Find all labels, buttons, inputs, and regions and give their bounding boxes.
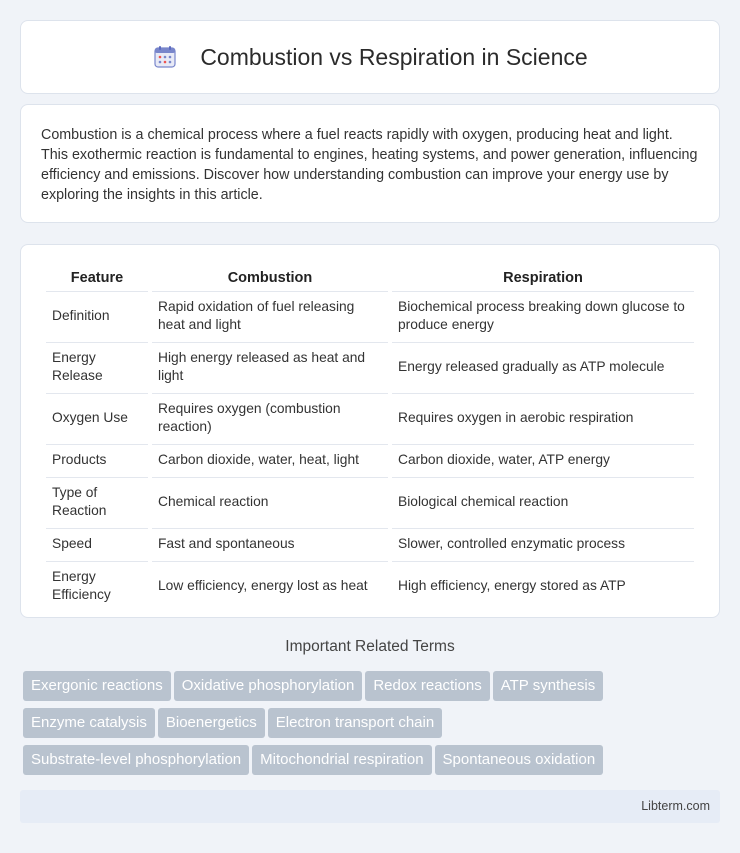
table-row xyxy=(46,477,694,526)
table-cell-combustion: Requires oxygen (combustion reaction) xyxy=(152,393,388,442)
footer xyxy=(20,790,720,823)
table-cell-combustion: Fast and spontaneous xyxy=(152,528,388,559)
table-cell-feature: Definition xyxy=(46,291,148,340)
table-cell-respiration: Biological chemical reaction xyxy=(392,477,694,526)
calendar-icon xyxy=(152,44,178,70)
related-term-tag[interactable]: Oxidative phosphorylation xyxy=(174,671,363,701)
table-cell-respiration: Energy released gradually as ATP molecule xyxy=(392,342,694,391)
related-term-tag[interactable]: Exergonic reactions xyxy=(23,671,171,701)
column-header-respiration: Respiration xyxy=(503,270,583,286)
table-cell-feature: Type of Reaction xyxy=(46,477,148,526)
table-row xyxy=(46,291,694,340)
table-cell-respiration: Biochemical process breaking down glucose to produce energy xyxy=(392,291,694,340)
related-terms-title: Important Related Terms xyxy=(285,638,455,655)
table-cell-feature: Products xyxy=(46,444,148,475)
related-term-tag[interactable]: Redox reactions xyxy=(365,671,489,701)
comparison-table xyxy=(42,263,698,612)
table-cell-respiration: Requires oxygen in aerobic respiration xyxy=(392,393,694,442)
related-terms-list xyxy=(23,671,723,782)
table-cell-feature: Energy Efficiency xyxy=(46,561,148,610)
related-term-tag[interactable]: Bioenergetics xyxy=(158,708,265,738)
table-row xyxy=(46,528,694,559)
table-cell-feature: Energy Release xyxy=(46,342,148,391)
table-cell-feature: Speed xyxy=(46,528,148,559)
header-card xyxy=(20,20,720,94)
related-term-tag[interactable]: Enzyme catalysis xyxy=(23,708,155,738)
table-cell-combustion: Rapid oxidation of fuel releasing heat and light xyxy=(152,291,388,340)
table-cell-respiration: Slower, controlled enzymatic process xyxy=(392,528,694,559)
table-row xyxy=(46,342,694,391)
table-row xyxy=(46,444,694,475)
related-term-tag[interactable]: Mitochondrial respiration xyxy=(252,745,431,775)
comparison-table-card xyxy=(20,244,720,618)
table-cell-combustion: Carbon dioxide, water, heat, light xyxy=(152,444,388,475)
footer-link[interactable]: Libterm.com xyxy=(641,799,710,813)
table-row xyxy=(46,393,694,442)
related-term-tag[interactable]: Substrate-level phosphorylation xyxy=(23,745,249,775)
intro-card xyxy=(20,104,720,223)
column-header-combustion: Combustion xyxy=(227,270,313,286)
intro-text: Combustion is a chemical process where a fuel reacts rapidly with oxygen, producing heat and light. This exothermic reaction is fundamental to engines, heating systems, and power generation, influencing efficiency and emissions. Discover how understanding combustion can improve your energy use by exploring the insights in this article. xyxy=(41,127,698,203)
table-cell-respiration: High efficiency, energy stored as ATP xyxy=(392,561,694,610)
related-term-tag[interactable]: Spontaneous oxidation xyxy=(435,745,604,775)
table-cell-combustion: Low efficiency, energy lost as heat xyxy=(152,561,388,610)
page-title: Combustion vs Respiration in Science xyxy=(200,43,588,70)
table-cell-combustion: High energy released as heat and light xyxy=(152,342,388,391)
table-cell-respiration: Carbon dioxide, water, ATP energy xyxy=(392,444,694,475)
table-header-row xyxy=(46,265,694,289)
table-cell-combustion: Chemical reaction xyxy=(152,477,388,526)
column-header-feature: Feature xyxy=(70,270,124,286)
table-row xyxy=(46,561,694,610)
related-term-tag[interactable]: Electron transport chain xyxy=(268,708,442,738)
table-cell-feature: Oxygen Use xyxy=(46,393,148,442)
related-term-tag[interactable]: ATP synthesis xyxy=(493,671,603,701)
